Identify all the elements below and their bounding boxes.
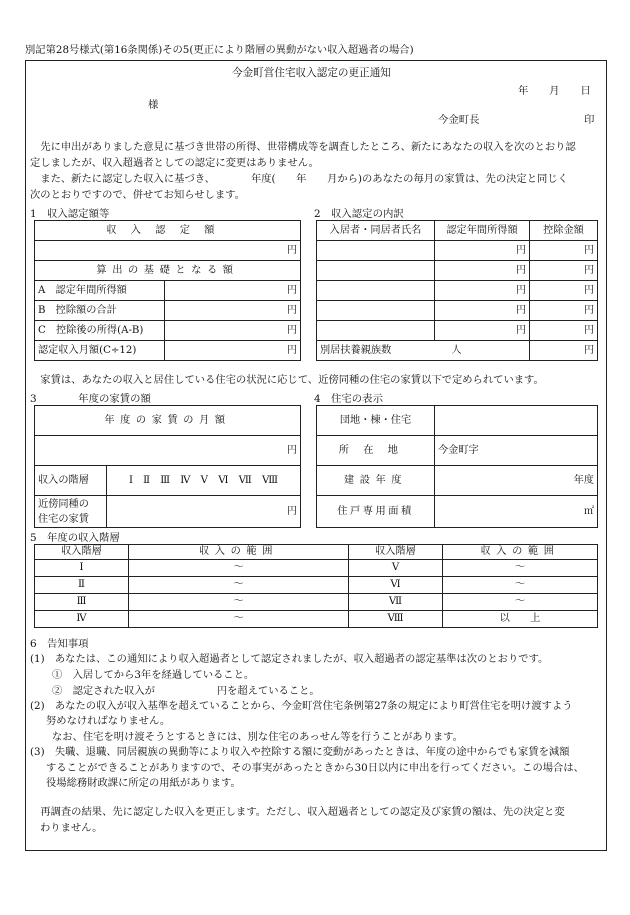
closing-line-1: 再調査の結果、先に認定した収入を更正します。ただし、収入超過者としての認定及び家賃の額は、先の決定と変 [30,806,565,818]
notice-3-cont-1: することができることがありますので、その事実があったときから30日以内に申出を行ってください。この場合は、 [46,762,584,774]
table-row: 円 円 [317,241,598,261]
row-c-label: C 控除後の所得(A-B) [35,321,165,341]
section-5-title: 5 年度の収入階層 [30,532,120,544]
row-c-yen: 円 [165,321,301,341]
location-value: 今金町字 [435,436,598,466]
notice-3-cont-2: 役場総務財政課に所定の用紙があります。 [46,777,241,789]
section-2-title: 2 収入認定の内訳 [314,208,404,220]
location-label: 所在地 [317,436,435,466]
breakdown-table: 入居者・同居者氏名 認定年間所得額 控除金額 円 円 円 円 円 円 円 円 円 円 別居扶養親族数 人 円 [316,220,598,361]
seal-mark: 印 [584,114,595,126]
document-title: 今金町営住宅収入認定の更正通知 [232,67,391,79]
date-line: 年 月 日 [518,85,591,97]
intro-line-2: 定しましたが、収入超過者としての認定に変更はありません。 [30,157,319,169]
income-levels-table [34,544,598,628]
build-year-value: 年度 [435,466,598,496]
form-reference: 別記第28号様式(第16条関係)その5(更正により階層の異動がない収入超過者の場合) [25,44,414,56]
income-level-options: Ⅰ Ⅱ Ⅲ Ⅳ Ⅴ Ⅵ Ⅶ Ⅷ [107,466,301,496]
section-4-title: 4 住宅の表示 [314,393,383,405]
section-1-title: 1 収入認定額等 [30,208,110,220]
nearby-rent-label: 近傍同種の 住宅の家賃 [35,496,107,528]
estate-label: 団地・棟・住宅 [317,406,435,436]
section-6-title: 6 告知事項 [30,638,89,650]
col-level-2: 収入階層 [349,545,443,560]
housing-table [316,405,598,528]
row-d-label: 認定収入月額(C÷12) [35,341,165,361]
table-row: 円 円 [317,261,598,281]
basis-header: 算出の基礎となる額 [35,261,301,281]
notice-1-item-2: ② 認定された収入が 円を超えていること。 [52,685,320,697]
notice-2-cont: 努めなければなりません。 [46,715,171,727]
separate-dependents-row: 別居扶養親族数 人 [317,341,530,361]
nearby-rent-yen: 円 [107,496,301,528]
addressee-suffix: 様 [148,99,159,111]
table-row: 円 円 [317,301,598,321]
monthly-rent-header: 年度の家賃の月額 [35,406,301,436]
row-a-yen: 円 [165,281,301,301]
table-row: Ⅲ ～ Ⅶ ～ [35,594,598,611]
table-row: 円 円 [317,321,598,341]
floor-area-unit: ㎡ [435,496,598,528]
income-amount-yen: 円 [35,241,301,261]
notice-2: (2) あなたの収入が収入基準を超えていることから、今金町営住宅条例第27条の規定により町営住宅を明け渡すよう [30,700,573,712]
rent-table [34,405,301,528]
table-row: 円 円 [317,281,598,301]
build-year-label: 建設年度 [317,466,435,496]
rent-note: 家賃は、あなたの収入と居住している住宅の状況に応じて、近傍同種の住宅の家賃以下で定められています。 [30,374,544,386]
income-amount-header: 収入認定額 [35,221,301,241]
notice-1-item-1: ① 入居してから3年を経過していること。 [52,669,255,681]
issuer: 今金町長 [438,114,480,126]
closing-line-2: わりません。 [40,822,103,834]
row-b-label: B 控除額の合計 [35,301,165,321]
floor-area-label: 住戸専用面積 [317,496,435,528]
table-row: Ⅰ ～ Ⅴ ～ [35,560,598,577]
row-b-yen: 円 [165,301,301,321]
notice-3: (3) 失職、退職、同居親族の異動等により収入や控除する額に変動があったときは、年度の途中からでも家賃を減額 [30,746,570,758]
col-deduction: 控除金額 [530,221,598,241]
col-level: 収入階層 [35,545,129,560]
intro-line-3: また、新たに認定した収入に基づき、 年度( 年 月から)のあなたの毎月の家賃は、先の決定と同じく [30,173,568,185]
table-row: Ⅳ ～ Ⅷ 以 上 [35,611,598,628]
row-a-label: A 認定年間所得額 [35,281,165,301]
intro-line-1: 先に申出がありました意見に基づき世帯の所得、世帯構成等を調査したところ、新たにあなたの収入を次のとおり認 [30,141,576,153]
income-table [34,220,301,361]
notice-1: (1) あなたは、この通知により収入超過者として認定されましたが、収入超過者の認定基準は次のとおりです。 [30,653,549,665]
section-3-title: 3 年度の家賃の額 [30,393,151,405]
col-range-2: 収入の範囲 [443,545,598,560]
income-level-label: 収入の階層 [35,466,107,496]
table-row: Ⅱ ～ Ⅵ ～ [35,577,598,594]
col-resident-name: 入居者・同居者氏名 [317,221,435,241]
col-annual-income: 認定年間所得額 [435,221,530,241]
intro-line-4: 次のとおりですので、併せてお知らせします。 [30,189,245,201]
row-d-yen: 円 [165,341,301,361]
col-range: 収入の範囲 [129,545,349,560]
monthly-rent-yen: 円 [35,436,301,466]
notice-2-note: なお、住宅を明け渡そうとするときには、別な住宅のあっせん等を行うことがあります。 [52,731,463,743]
